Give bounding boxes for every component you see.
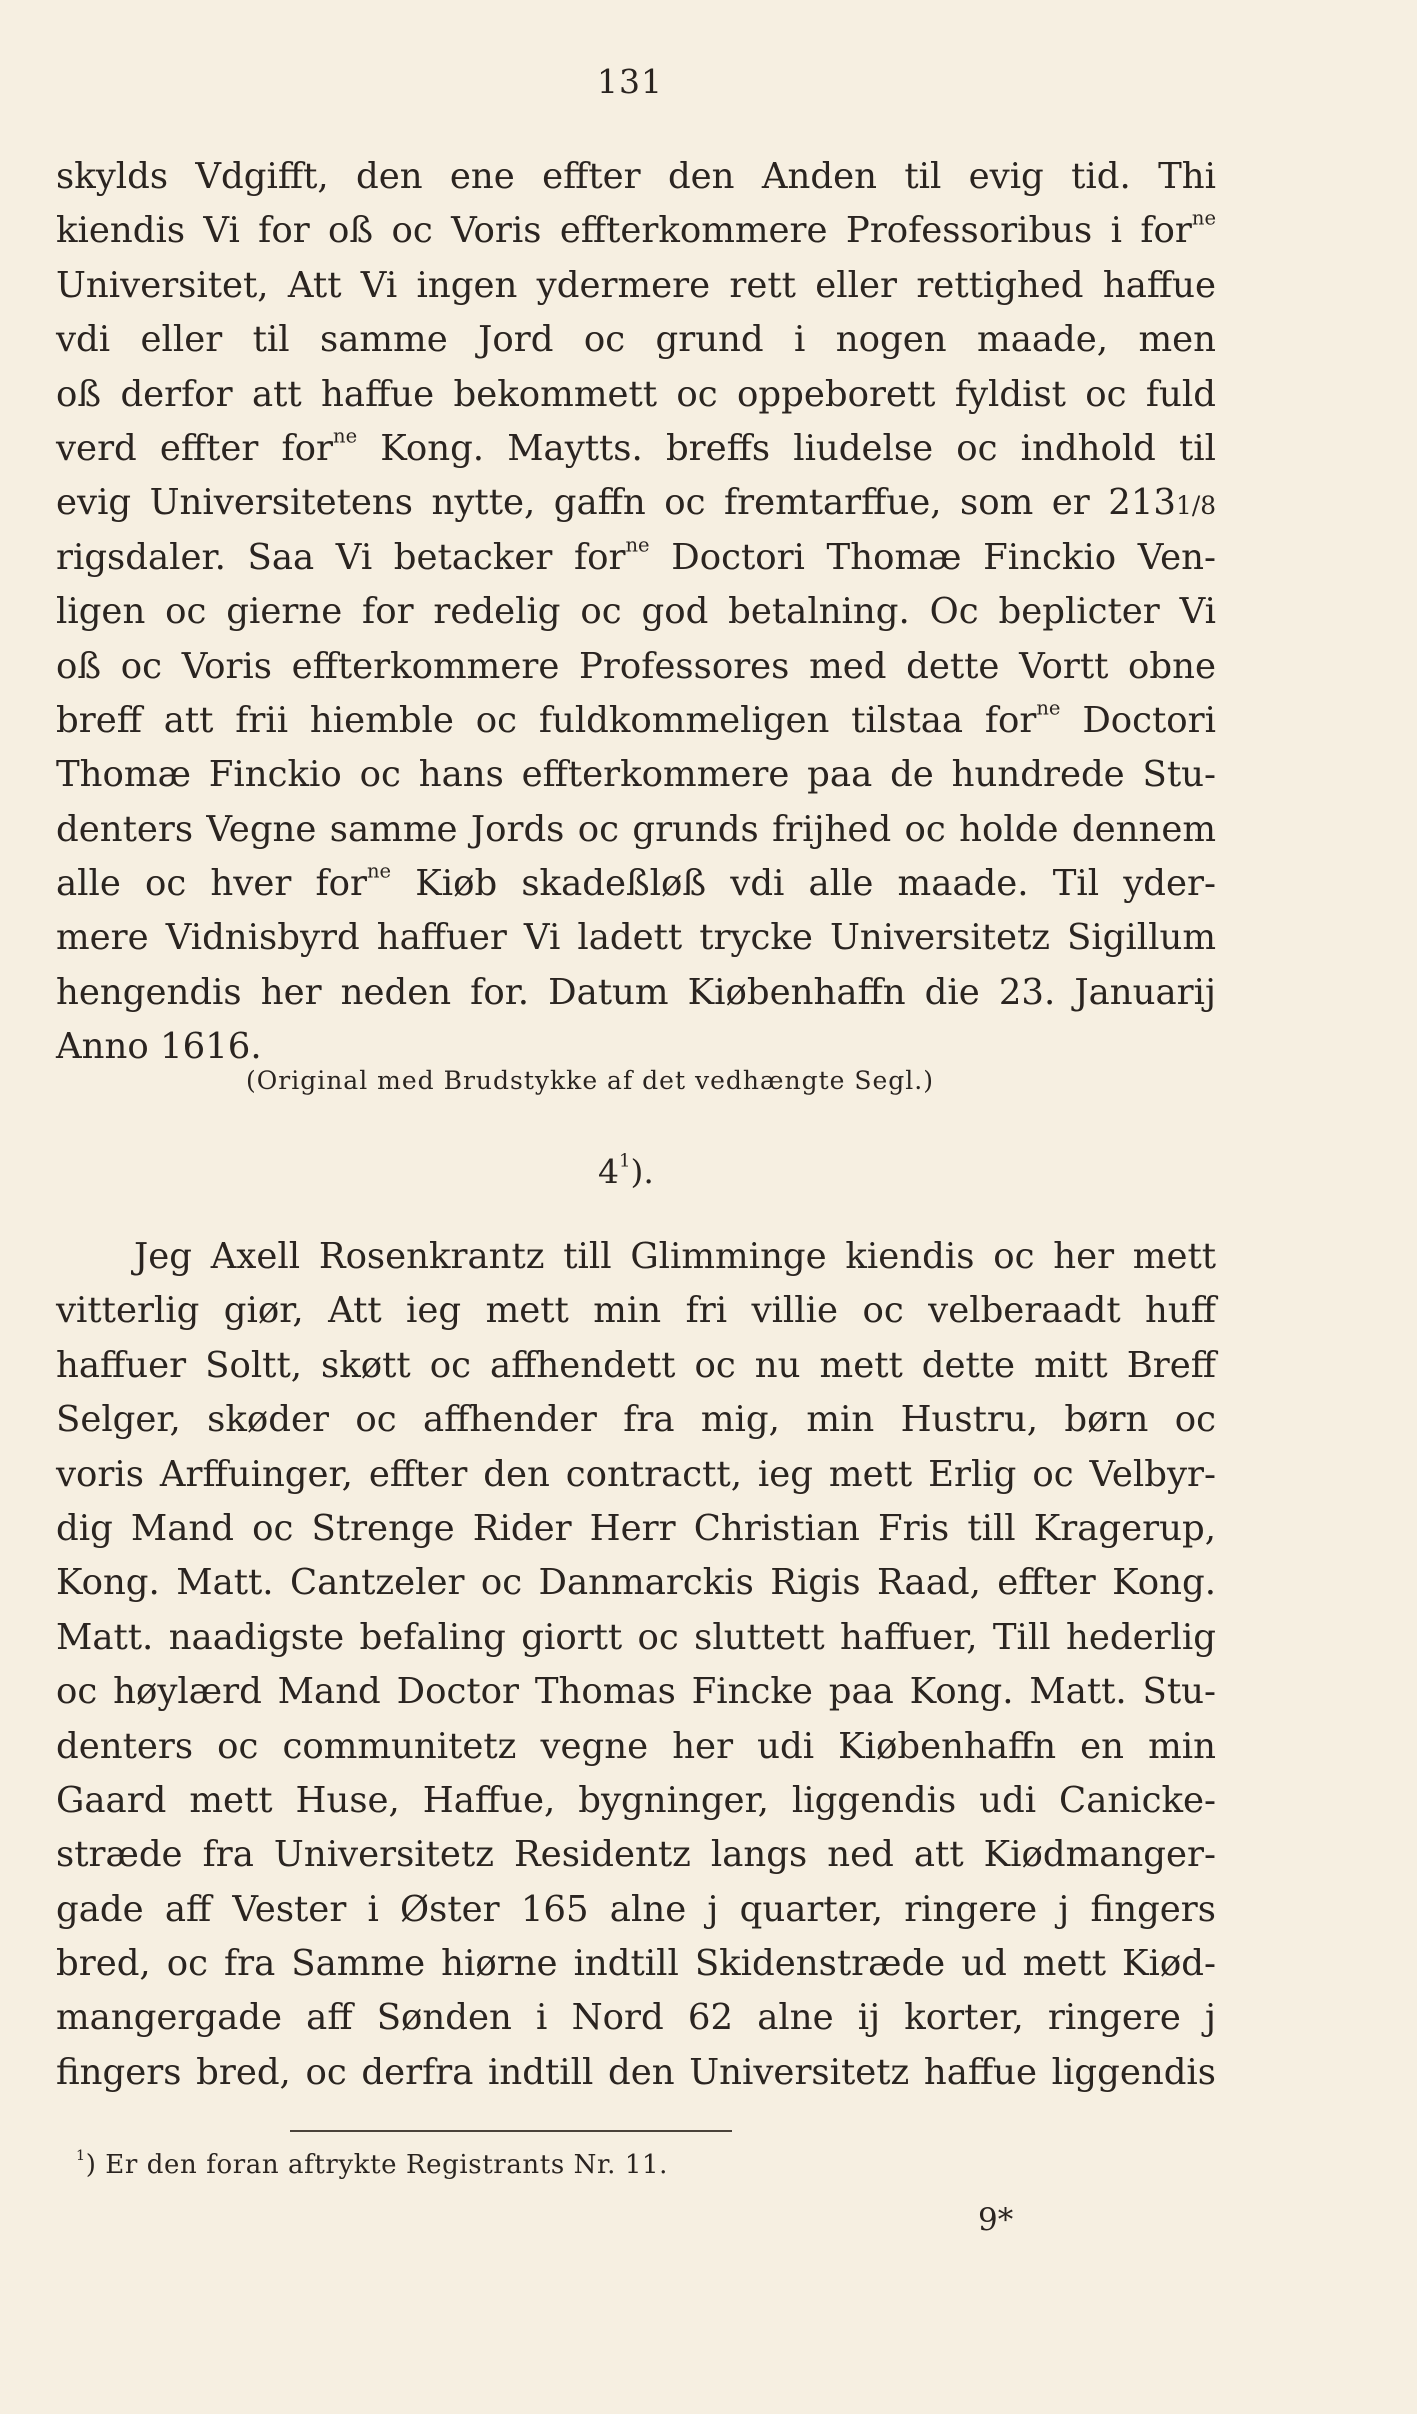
- text-line: Selger, skøder oc affhender fra mig, min Hustru, børn oc: [56, 1399, 1216, 1441]
- text-line: verd effter for$^{ne}$ Kong. Maytts. breffs liudelse oc indhold til: [56, 424, 1217, 469]
- abbrev-sup: ne: [1036, 696, 1061, 720]
- text-line: vdi eller til samme Jord oc grund i nogen maade, men: [56, 319, 1216, 361]
- text-line: Gaard mett Huse, Haffue, bygninger, liggendis udi Canicke-: [56, 1779, 1216, 1821]
- text-line: stræde fra Universitetz Residentz langs ned att Kiødmanger-: [56, 1834, 1216, 1876]
- text-line: oß derfor att haffue bekommett oc oppeborett fyldist oc fuld: [56, 373, 1216, 415]
- text-line: Kong. Matt. Cantzeler oc Danmarckis Rigis Raad, effter Kong.: [56, 1562, 1216, 1604]
- text-line: denters Vegne samme Jords oc grunds frijhed oc holde dennem: [56, 808, 1216, 850]
- text-line: voris Arffuinger, effter den contractt, ieg mett Erlig oc Velbyr-: [56, 1453, 1216, 1495]
- footnote-marker: 1: [76, 2148, 86, 2165]
- text-block-2: [56, 1230, 1216, 2100]
- text-line: ligen oc gierne for redelig oc god betalning. Oc beplicter Vi: [56, 591, 1216, 633]
- text-line: vitterlig giør, Att ieg mett min fri villie oc velberaadt huff: [56, 1290, 1216, 1332]
- text-line: fingers bred, oc derfra indtill den Universitetz haffue liggendis: [56, 2051, 1216, 2093]
- text-line: oß oc Voris effterkommere Professores med dette Vortt obne: [56, 645, 1216, 687]
- text-line: haffuer Soltt, skøtt oc affhendett oc nu mett dette mitt Breff: [56, 1344, 1216, 1386]
- signature-mark: 9*: [978, 2202, 1014, 2238]
- abbrev-sup: ne: [366, 859, 392, 883]
- text-line: rigsdaler. Saa Vi betacker for$^{ne}$ Doctori Thomæ Finckio Ven-: [56, 533, 1216, 578]
- text-line: Thomæ Finckio oc hans effterkommere paa de hundrede Stu-: [56, 754, 1216, 796]
- text-line: mere Vidnisbyrd haffuer Vi ladett trycke Universitetz Sigillum: [56, 917, 1216, 959]
- original-note: (Original med Brudstykke af det vedhængte Segl.): [246, 1066, 934, 1095]
- footnote: $^1$) Er den foran aftrykte Registrants Nr. 11.: [76, 2148, 669, 2180]
- text-line: denters oc communitetz vegne her udi Kiøbenhaffn en min: [56, 1725, 1216, 1767]
- text-line: Matt. naadigste befaling giortt oc sluttett haffuer, Till hederlig: [56, 1616, 1216, 1658]
- abbrev-sup: ne: [1191, 206, 1216, 230]
- page-number: 131: [597, 62, 663, 101]
- text-line: bred, oc fra Samme hiørne indtill Skidenstræde ud mett Kiød-: [56, 1943, 1216, 1985]
- text-line: oc høylærd Mand Doctor Thomas Fincke paa Kong. Matt. Stu-: [56, 1671, 1216, 1713]
- text-line: kiendis Vi for oß oc Voris effterkommere Professoribus i for$^{ne}$: [56, 206, 1216, 252]
- text-line: breff att frii hiemble oc fuldkommeligen tilstaa for$^{ne}$ Doctori: [56, 696, 1216, 741]
- document-number: $4^1$).: [598, 1150, 654, 1191]
- text-line: gade aff Vester i Øster 165 alne j quarter, ringere j fingers: [56, 1888, 1216, 1930]
- text-line: alle oc hver for$^{ne}$ Kiøb skadeßløß vdi alle maade. Til yder-: [56, 859, 1216, 905]
- footnote-rule: [290, 2130, 732, 2132]
- text-line: Jeg Axell Rosenkrantz till Glimminge kiendis oc her mett: [134, 1236, 1216, 1277]
- text-block-1: [56, 150, 1216, 1075]
- fraction: 1/8: [1176, 491, 1216, 521]
- abbrev-sup: ne: [333, 424, 358, 448]
- text-line: skylds Vdgifft, den ene effter den Anden til evig tid. Thi: [56, 156, 1216, 197]
- text-line: mangergade aff Sønden i Nord 62 alne ij korter, ringere j: [56, 1997, 1216, 2039]
- text-line: Anno 1616.: [56, 1026, 262, 1068]
- abbrev-sup: ne: [625, 533, 650, 557]
- text-line: Universitet, Att Vi ingen ydermere rett eller rettighed haffue: [56, 264, 1216, 306]
- footnote-ref: 1: [619, 1150, 631, 1172]
- text-line: hengendis her neden for. Datum Kiøbenhaffn die 23. Januarij: [56, 971, 1216, 1013]
- text-line: dig Mand oc Strenge Rider Herr Christian Fris till Kragerup,: [56, 1507, 1216, 1549]
- text-line: evig Universitetens nytte, gaffn oc fremtarffue, som er 2131/8: [56, 482, 1216, 524]
